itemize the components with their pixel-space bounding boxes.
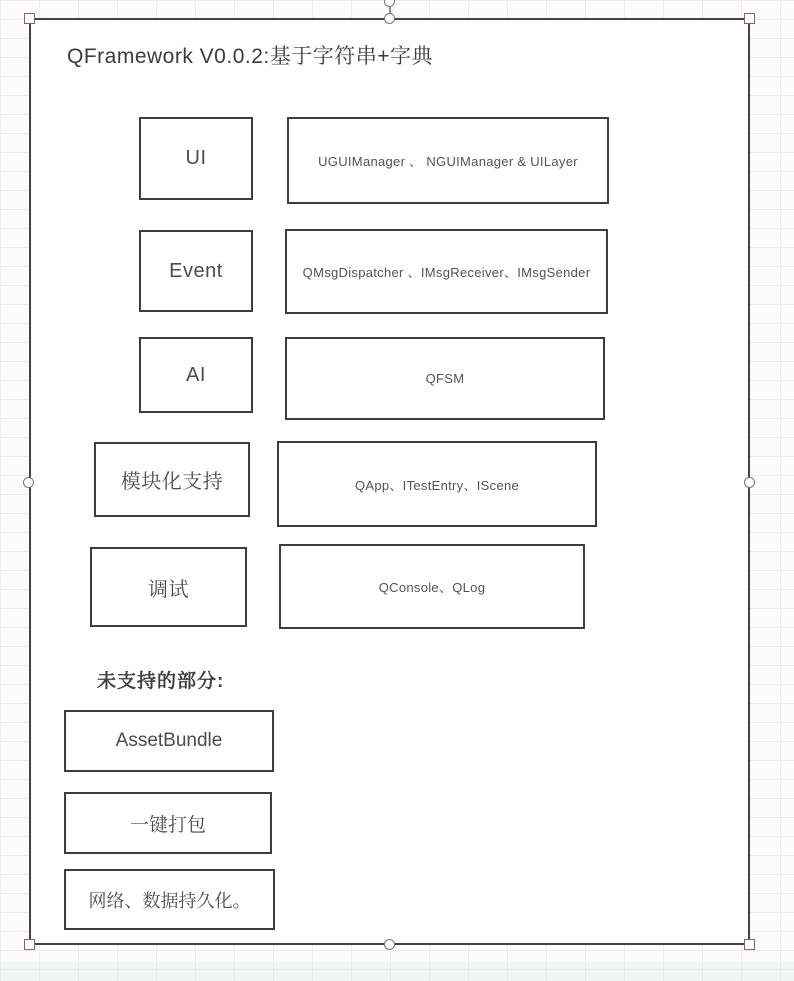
unsupported-item: 一键打包 — [129, 814, 206, 836]
unsupported-box-network-persistence — [64, 869, 275, 930]
module-box-modularity — [94, 442, 250, 517]
diagram-image[interactable] — [29, 18, 750, 945]
module-box-event — [139, 230, 253, 312]
module-label: UI — [185, 147, 207, 169]
grid-tinted-row — [0, 962, 794, 981]
unsupported-item: 网络、数据持久化。 — [88, 890, 251, 911]
module-detail-box-modularity — [277, 441, 597, 527]
module-label: 模块化支持 — [120, 471, 224, 493]
module-box-ai — [139, 337, 253, 413]
diagram-title: QFramework V0.0.2:基于字符串+字典 — [67, 45, 433, 68]
module-detail: QFSM — [425, 371, 465, 386]
module-detail: QMsgDispatcher 、IMsgReceiver、IMsgSender — [302, 265, 591, 280]
unsupported-item: AssetBundle — [115, 730, 223, 751]
module-detail: QConsole、QLog — [378, 580, 486, 595]
rotate-handle-icon[interactable] — [384, 0, 395, 7]
resize-handle-middle-left[interactable] — [23, 477, 34, 488]
module-detail: UGUIManager 、 NGUIManager & UILayer — [318, 154, 578, 169]
module-detail-box-debug — [279, 544, 585, 629]
module-box-ui — [139, 117, 253, 200]
unsupported-box-assetbundle — [64, 710, 274, 772]
module-box-debug — [90, 547, 247, 627]
resize-handle-bottom-left[interactable] — [24, 939, 35, 950]
resize-handle-middle-right[interactable] — [744, 477, 755, 488]
module-label: 调试 — [148, 578, 189, 601]
resize-handle-bottom-right[interactable] — [744, 939, 755, 950]
module-label: Event — [169, 259, 223, 282]
unsupported-section-heading: 未支持的部分: — [97, 671, 225, 692]
module-detail-box-event — [285, 229, 608, 314]
resize-handle-top-left[interactable] — [24, 13, 35, 24]
unsupported-box-one-click-build — [64, 792, 272, 854]
module-detail: QApp、ITestEntry、IScene — [354, 477, 520, 493]
resize-handle-bottom-middle[interactable] — [384, 939, 395, 950]
resize-handle-top-right[interactable] — [744, 13, 755, 24]
module-detail-box-ai — [285, 337, 605, 420]
module-detail-box-ui — [287, 117, 609, 204]
resize-handle-top-middle[interactable] — [384, 13, 395, 24]
module-label: AI — [186, 363, 206, 386]
